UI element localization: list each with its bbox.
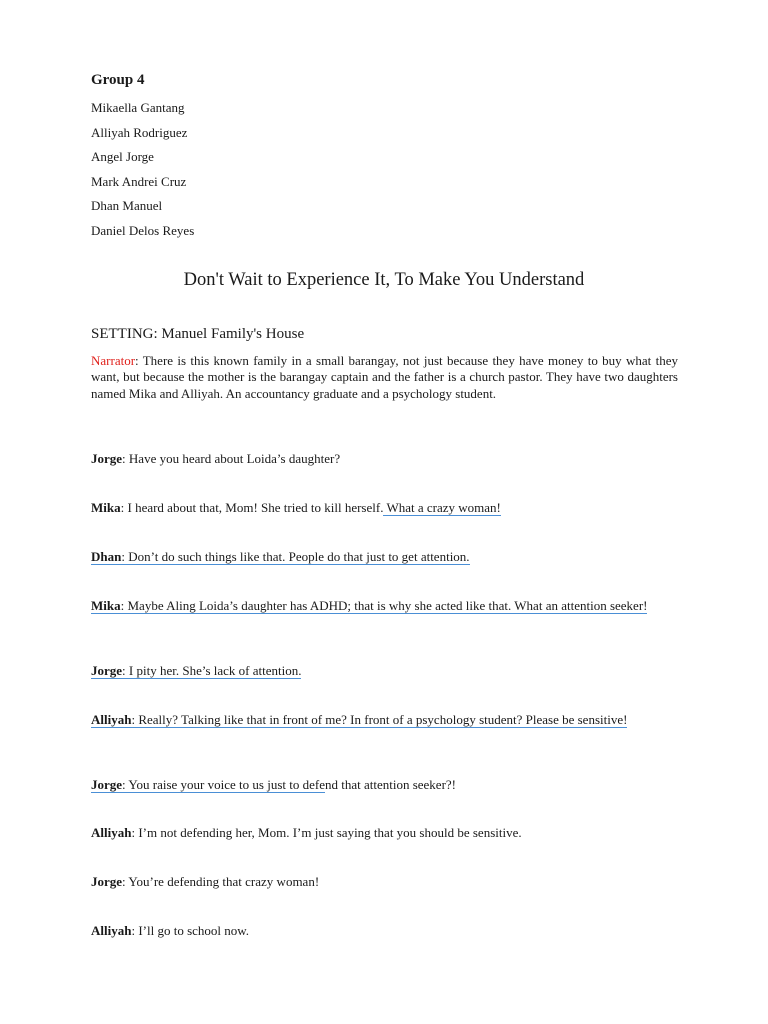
dialogue-text: : There is this known family in a small barangay, not just because they have money to buy what they want, but because the mother is the barangay captain and the father is a church pastor. They have two daughters named Mika and Alliyah. An accountancy graduate and a psychology student. [91,353,678,401]
dialogue-text: : I heard about that, Mom! She tried to kill herself. [120,500,384,515]
member-name: Dhan Manuel [91,198,163,213]
dialogue-line [91,451,678,467]
script-title: Don't Wait to Experience It, To Make You Understand [183,270,585,290]
speaker-name: Dhan [91,549,122,564]
member-name: Alliyah Rodriguez [91,124,188,140]
dialogue-line [91,663,678,679]
dialogue-line [91,825,678,841]
speaker-name: Narrator [91,353,136,368]
dialogue-line [91,923,678,939]
speaker-name: Alliyah [91,825,132,840]
member-name: Mark Andrei Cruz [91,173,187,189]
speaker-name: Jorge [91,451,123,466]
member-name: Angel Jorge [91,149,154,164]
dialogue-line [91,549,678,565]
dialogue-text: : Don’t do such things like that. People do that just to get attention. [121,549,470,564]
dialogue-line-narrator [91,353,678,402]
speaker-name: Alliyah [91,712,132,727]
dialogue-line [91,874,678,890]
speaker-name: Mika [91,500,121,515]
member-name: Mikaella Gantang [91,100,185,115]
speaker-name: Mika [91,598,121,613]
dialogue-text: : Really? Talking like that in front of me? In front of a psychology student? Please be sensitive! [131,712,628,727]
speaker-name: Jorge [91,874,123,889]
dialogue-line [91,777,678,793]
dialogue-text: nd that attention seeker?! [324,777,456,792]
dialogue-text: : Maybe Aling Loida’s daughter has ADHD; that is why she acted like that. What an attention seeker! [120,598,648,613]
speaker-name: Jorge [91,777,123,792]
member-list [91,99,194,246]
dialogue-text: : Have you heard about Loida’s daughter? [122,451,341,466]
member-name: Daniel Delos Reyes [91,222,195,238]
dialogue-line [91,598,678,614]
dialogue-text: : You raise your voice to us just to defe [122,777,325,792]
dialogue-line [91,500,678,516]
speaker-name: Jorge [91,663,123,678]
setting-line: SETTING: Manuel Family's House [91,326,305,342]
dialogue-text: : I’ll go to school now. [131,923,250,938]
dialogue-text: : I pity her. She’s lack of attention. [122,663,302,678]
group-title: Group 4 [91,72,145,88]
dialogue-line [91,712,678,728]
speaker-name: Alliyah [91,923,132,938]
dialogue-text: : I’m not defending her, Mom. I’m just saying that you should be sensitive. [131,825,522,840]
dialogue-text-underlined: What a crazy woman! [383,500,501,515]
dialogue-text: : You’re defending that crazy woman! [122,874,320,889]
